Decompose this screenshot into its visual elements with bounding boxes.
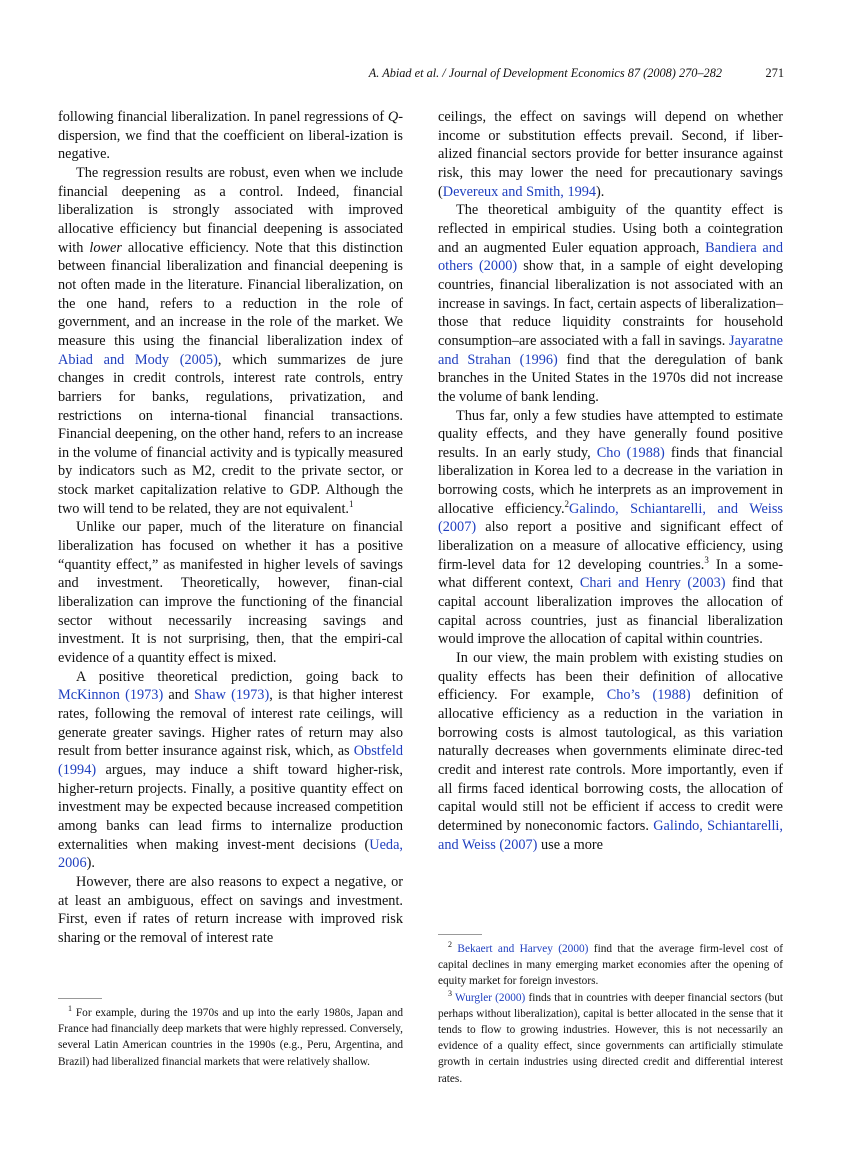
citation-link[interactable]: Galindo, Schiantarelli, and Weiss (2007) (438, 500, 783, 536)
footnote-divider (438, 934, 482, 935)
citation-link[interactable]: Bekaert and Harvey (2000) (457, 943, 589, 955)
paragraph: ceilings, the effect on savings will depend on whether income or substitution effects prevail. Second, if liber-alized financial sectors provide for better insurance against risk, this may lower the need for precautionary savings (Devereux and Smith, 1994). (438, 109, 783, 200)
page-number: 271 (765, 66, 784, 80)
citation-link[interactable]: Wurgler (2000) (455, 991, 526, 1004)
citation-link[interactable]: Shaw (1973) (194, 687, 270, 704)
footnotes-right (438, 934, 783, 1087)
citation-link[interactable]: Ueda, 2006 (58, 836, 403, 872)
footnote-divider (58, 998, 102, 999)
citation-link[interactable]: McKinnon (1973) (58, 687, 164, 704)
emphasis: lower (89, 239, 122, 256)
footnote-ref[interactable]: 2 (564, 499, 570, 510)
q-symbol: Q (387, 109, 399, 125)
footnote-ref[interactable]: 1 (349, 499, 354, 510)
citation-link[interactable]: Bandiera and others (2000) (438, 239, 783, 275)
citation-link[interactable]: Cho (1988) (596, 444, 665, 461)
running-header (58, 66, 784, 84)
left-column (58, 108, 403, 948)
paragraph: following financial liberalization. In panel regressions of Q-dispersion, we find that the coefficient on liberal-ization is negative. (58, 109, 403, 163)
footnote-1: $^1$ For example, during the 1970s and up into the early 1980s, Japan and France had financially deep markets that were highly repressed. Conversely, several Latin American countries in the 1990s (e.g., Peru, Argentina, and Brazil) had liberalized financial markets that were relatively shallow. (58, 1004, 403, 1068)
citation-link[interactable]: Obstfeld (1994) (58, 743, 403, 778)
citation-link[interactable]: Jayaratne and Strahan (1996) (438, 332, 783, 368)
right-column (438, 108, 783, 854)
citation-link[interactable]: Galindo, Schiantarelli, and Weiss (2007) (438, 817, 783, 853)
footnote-number: 1 (68, 1004, 72, 1014)
paragraph: A positive theoretical prediction, going back to McKinnon (1973) and Shaw (1973), is that higher interest rates, following the removal of interest rate ceilings, will generate greater savings. Higher rates of return may also result from better insurance against risk, which, as Obstfeld (1994) argues, may induce a shift toward higher-risk, higher-return projects. Finally, a positive quantity effect on investment may be expected because increased competition among banks can lead firms to internalize production externalities when making invest-ment decisions (Ueda, 2006). (58, 668, 403, 872)
journal-citation: A. Abiad et al. / Journal of Development Economics 87 (2008) 270–282 (368, 66, 722, 80)
footnote-2: $^2$ Bekaert and Harvey (2000) find that the average firm-level cost of capital declines in many emerging market economies after the opening of equity market for foreign investors. (438, 940, 783, 988)
citation-link[interactable]: Abiad and Mody (2005) (58, 351, 218, 368)
citation-link[interactable]: Devereux and Smith, 1994 (442, 183, 597, 200)
paragraph: However, there are also reasons to expect a negative, or at least an ambiguous, effect on savings and investment. First, even if rates of return increase with improved risk sharing or the removal of interest rate (58, 873, 403, 946)
citation-link[interactable]: Cho’s (1988) (606, 687, 691, 704)
paragraph: Unlike our paper, much of the literature on financial liberalization has focused on whether it has a positive “quantity effect,” as manifested in higher levels of savings and investment. Theoretically, however, finan-cial liberalization can improve the functioning of the financial sector without necessarily increasing savings and investment. It is not surprising, then, that the empiri-cal evidence of a quantity effect is mixed. (58, 519, 403, 667)
paragraph: Thus far, only a few studies have attempted to estimate quality effects, and they have generally found positive results. In an early study, Cho (1988) finds that financial liberalization in Korea led to a decrease in the variation in borrowing costs, which he interprets as an improvement in allocative efficiency.$^2$Galindo, Schiantarelli, and Weiss (2007) also report a positive and significant effect of liberalization on a measure of allocative efficiency, using firm-level data for 12 developing countries.$^3$ In a some-what different context, Chari and Henry (2003) find that capital account liberalization improves the allocation of capital across countries, just as financial liberalization would improve the allocation of capital within countries. (438, 407, 783, 648)
paragraph: The regression results are robust, even when we include financial deepening as a control. Indeed, financial liberalization is strongly associated with improved allocative efficiency but financial deepening is associated with lower allocative efficiency. Note that this distinction between financial liberalization and financial deepening is not often made in the literature. Financial liberalization, on the one hand, refers to a reduction in the role of government, and an increase in the role of the market. We measure this using the financial liberalization index of Abiad and Mody (2005), which summarizes de jure changes in credit controls, interest rate controls, entry barriers for banks, regulations, privatization, and restrictions on interna-tional financial transactions. Financial deepening, on the other hand, refers to an increase in the volume of financial activity and is typically measured by indicators such as M2, credit to the private sector, or stock market capitalization relative to GDP. Although the two will tend to be related, they are not equivalent.$^1$ (58, 164, 404, 517)
footnote-number: 2 (448, 940, 452, 950)
citation-link[interactable]: Chari and Henry (2003) (579, 575, 726, 592)
paragraph: In our view, the main problem with existing studies on quality effects has been their definition of allocative efficiency. For example, Cho’s (1988) definition of allocative efficiency as a reduction in the variation in borrowing costs is almost tautological, as this variation naturally decreases when governments eliminate direc-ted credit and interest rate controls. More importantly, even if all firms faced identical borrowing costs, the allocation of capital would still not be efficient if access to credit were determined by noneconomic factors. Galindo, Schiantarelli, and Weiss (2007) use a more (438, 650, 783, 853)
paragraph: The theoretical ambiguity of the quantity effect is reflected in empirical studies. Using both a cointegration and an augmented Euler equation approach, Bandiera and others (2000) show that, in a sample of eight developing countries, financial liberalization is not associated with an increase in savings. In fact, certain aspects of liberalization–those that reduce liquidity constraints for household consumption–are associated with a fall in savings. Jayaratne and Strahan (1996) find that the deregulation of bank branches in the United States in the 1970s did not increase the volume of bank lending. (438, 202, 783, 405)
footnote-3: $^3$ Wurgler (2000) finds that in countries with deeper financial sectors (but perhaps without liberalization), capital is better allocated in the sense that it tends to flow to growing industries. However, this is not necessarily an evidence of a quality effect, since governments can artificially stimulate growth in certain industries using directed credit and differential interest rates. (438, 988, 784, 1085)
footnotes-left (58, 998, 403, 1070)
footnote-ref[interactable]: 3 (704, 554, 709, 565)
footnote-number: 3 (448, 988, 452, 998)
